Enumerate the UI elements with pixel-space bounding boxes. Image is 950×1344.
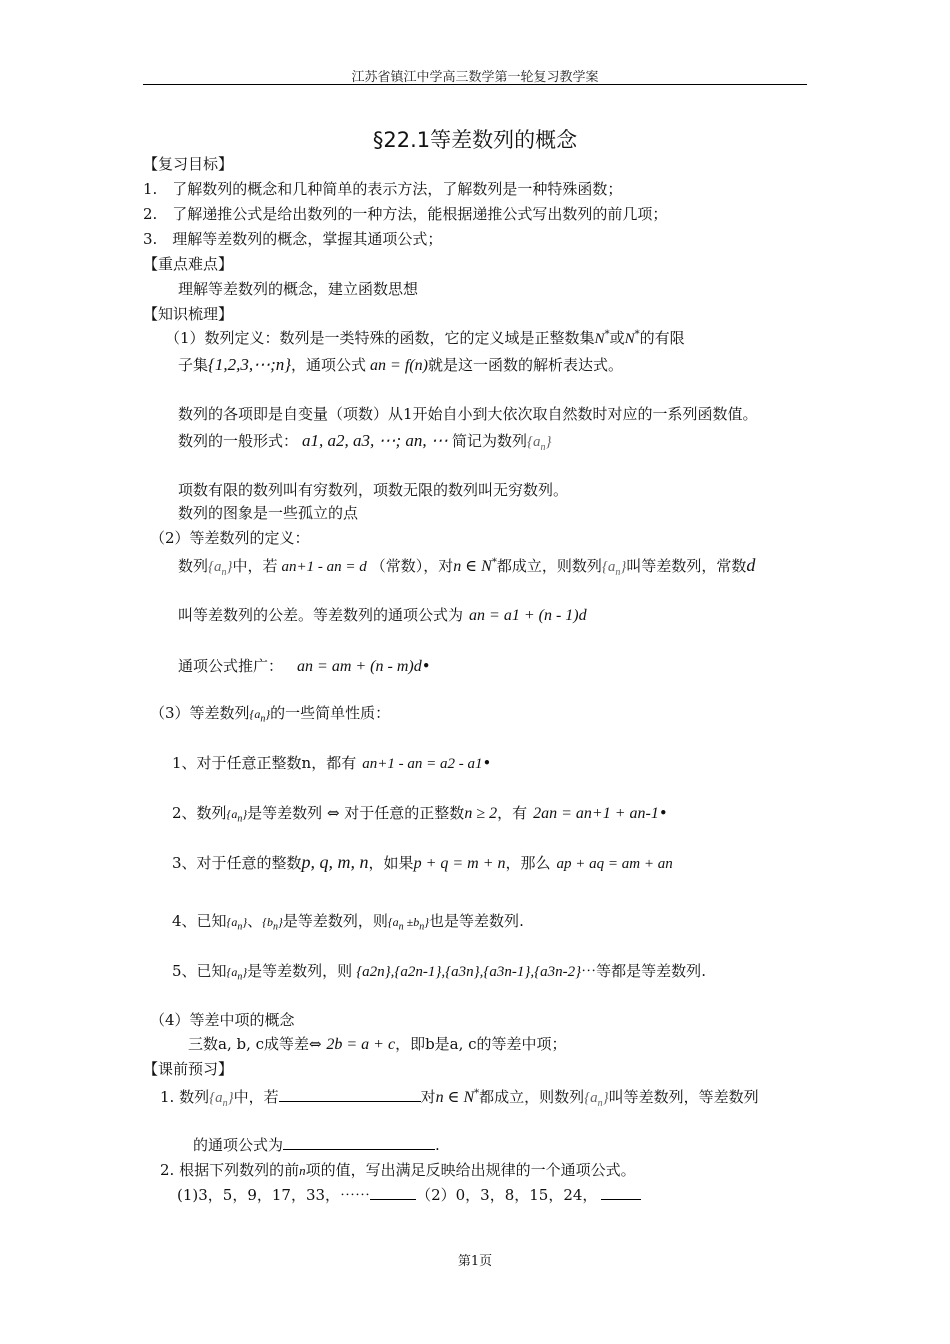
property-item: 3、对于任意的整数p, q, m, n，如果p + q = m + n，那么 ap + aq = am + an <box>172 852 673 872</box>
knowledge-heading: 【知识梳理】 <box>143 305 234 323</box>
answer-blank[interactable] <box>601 1184 641 1200</box>
preview-question: 2. 根据下列数列的前n项的值，写出满足反映给出规律的一个通项公式。 <box>160 1161 636 1179</box>
section-heading: （2）等差数列的定义： <box>150 529 310 547</box>
definition-line: 叫等差数列的公差。等差数列的通项公式为 an = a1 + (n - 1)d <box>178 606 587 624</box>
header-rule <box>143 84 807 85</box>
key-text: 理解等差数列的概念，建立函数思想 <box>178 280 419 298</box>
definition-line: （1）数列定义：数列是一类特殊的函数，它的定义域是正整数集N*或N*的有限 <box>165 329 685 347</box>
section-heading: （3）等差数列$\{a_n\}$的一些简单性质： <box>150 704 391 725</box>
page-header: 江苏省镇江中学高三数学第一轮复习教学案 <box>351 70 599 85</box>
goal-item: 1. 了解数列的概念和几种简单的表示方法，了解数列是一种特殊函数； <box>143 180 623 198</box>
definition-line: 数列的一般形式： a1, a2, a3, ⋯; an, ⋯ 简记为数列$\{a_n\}$ <box>178 431 552 453</box>
answer-blank[interactable] <box>279 1086 421 1102</box>
answer-blank[interactable] <box>283 1134 435 1150</box>
goal-item: 3. 理解等差数列的概念，掌握其通项公式； <box>143 230 443 248</box>
property-item: 5、已知$\{a_n\}$是等差数列，则 {a2n},{a2n-1},{a3n},{a3n-1},{a3n-2}⋯等都是等差数列. <box>172 962 706 983</box>
page-title: §22.1等差数列的概念 <box>372 128 578 152</box>
definition-line: 三数a, b, c成等差⇔ 2b = a + c，即b是a, c的等差中项； <box>188 1035 567 1053</box>
definition-line: 项数有限的数列叫有穷数列，项数无限的数列叫无穷数列。 <box>178 481 569 499</box>
preview-question: (1)3，5，9，17，33，⋯⋯ （2）0，3，8，15，24， <box>177 1184 641 1205</box>
goals-heading: 【复习目标】 <box>143 155 234 173</box>
general-formula: an = f(n) <box>370 357 428 374</box>
definition-line: 数列的图象是一些孤立的点 <box>178 504 359 522</box>
preview-question: 1. 数列$\{a_n\}$中，若 对n ∈ N*都成立，则数列$\{a_n\}$叫等差数列，等差数列 <box>160 1088 759 1109</box>
definition-line: 数列的各项即是自变量（项数）从1开始自小到大依次取自然数时对应的一系列函数值。 <box>178 405 758 423</box>
answer-blank[interactable] <box>370 1184 416 1200</box>
preview-heading: 【课前预习】 <box>143 1060 234 1078</box>
property-item: 2、数列$\{a_n\}$是等差数列 ⇔ 对于任意的正整数n ≥ 2，有 2an = an+1 + an-1• <box>172 804 668 825</box>
goal-item: 2. 了解递推公式是给出数列的一种方法，能根据递推公式写出数列的前几项； <box>143 205 668 223</box>
page-footer: 第1页 <box>457 1254 493 1269</box>
property-item: 1、对于任意正整数n，都有 an+1 - an = a2 - a1• <box>172 754 492 772</box>
definition-line: 通项公式推广： an = am + (n - m)d• <box>178 657 431 675</box>
definition-line: 数列$\{a_n\}$中，若 an+1 - an = d （常数），对n ∈ N*都成立，则数列$\{a_n\}$叫等差数列，常数d <box>178 555 756 578</box>
key-heading: 【重点难点】 <box>143 255 234 273</box>
property-item: 4、已知$\{a_n\}$、$\{b_n\}$是等差数列，则$\{a_n \pm b_n\}$也是等差数列. <box>172 912 524 933</box>
definition-line: 子集{1,2,3,⋯;n}，通项公式 an = f(n)就是这一函数的解析表达式。 <box>178 355 623 374</box>
preview-question: 的通项公式为 . <box>193 1136 440 1154</box>
section-heading: （4）等差中项的概念 <box>150 1011 295 1029</box>
